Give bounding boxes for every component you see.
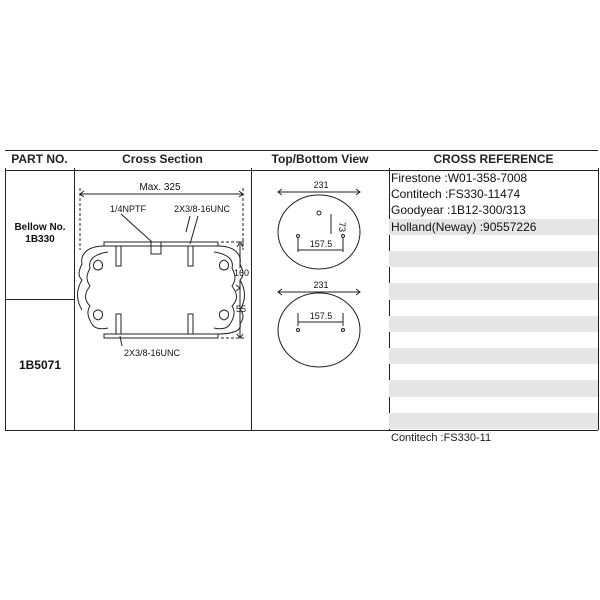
cross-reference-list bbox=[389, 170, 598, 429]
row-divider bbox=[5, 299, 74, 300]
empty-row bbox=[389, 251, 598, 267]
header-part-no bbox=[5, 150, 74, 171]
bellow-number-label bbox=[6, 222, 74, 246]
max-width-text: Max. 325 bbox=[139, 182, 181, 193]
empty-row bbox=[389, 380, 598, 396]
empty-row bbox=[389, 300, 598, 316]
empty-row bbox=[389, 267, 598, 283]
empty-row bbox=[389, 283, 598, 299]
empty-row bbox=[389, 235, 598, 251]
cross-reference-item: Firestone :W01-358-7008 bbox=[391, 171, 528, 185]
header-view-label: Top/Bottom View bbox=[271, 152, 369, 166]
cross-section-drawing bbox=[74, 168, 251, 430]
bottom-diameter-text: 231 bbox=[313, 280, 329, 290]
top-bottom-view-drawing bbox=[251, 168, 389, 430]
empty-row bbox=[389, 397, 598, 413]
header-part-no-label: PART NO. bbox=[11, 152, 68, 166]
cross-reference-item: Holland(Neway) :90557226 bbox=[389, 219, 598, 235]
cross-reference-item: Contitech :FS330-11474 bbox=[391, 187, 521, 202]
empty-row bbox=[389, 348, 598, 364]
bottom-bolt-spacing-text: 157.5 bbox=[309, 311, 333, 321]
empty-row bbox=[389, 316, 598, 332]
header-cross-section-label: Cross Section bbox=[122, 152, 203, 166]
cross-reference-item: Goodyear :1B12-300/313 bbox=[391, 203, 526, 218]
empty-row bbox=[389, 364, 598, 380]
bellow-label-line1: Bellow No. bbox=[14, 222, 66, 233]
empty-row bbox=[389, 332, 598, 348]
height-max-text: 160 bbox=[234, 268, 250, 278]
port-text: 1/4NPTF bbox=[110, 204, 147, 214]
top-diameter-text: 231 bbox=[313, 180, 329, 190]
top-bolts-text: 2X3/8-16UNC bbox=[174, 204, 231, 214]
top-bolt-spacing-text: 157.5 bbox=[309, 239, 333, 249]
offset-text: 73 bbox=[337, 222, 347, 233]
height-min-text: 55 bbox=[236, 304, 247, 314]
bellow-label-line2: 1B330 bbox=[25, 234, 55, 245]
header-cross-reference-label: CROSS REFERENCE bbox=[433, 152, 554, 166]
model-number-label: 1B5071 bbox=[18, 358, 62, 372]
bottom-bolts-text: 2X3/8-16UNC bbox=[124, 348, 181, 358]
table-bottom-line bbox=[5, 430, 598, 431]
header-cross-reference bbox=[389, 150, 598, 171]
grid-line bbox=[598, 168, 599, 430]
next-row-partial: Contitech :FS330-11 bbox=[391, 432, 492, 444]
empty-row bbox=[389, 413, 598, 429]
